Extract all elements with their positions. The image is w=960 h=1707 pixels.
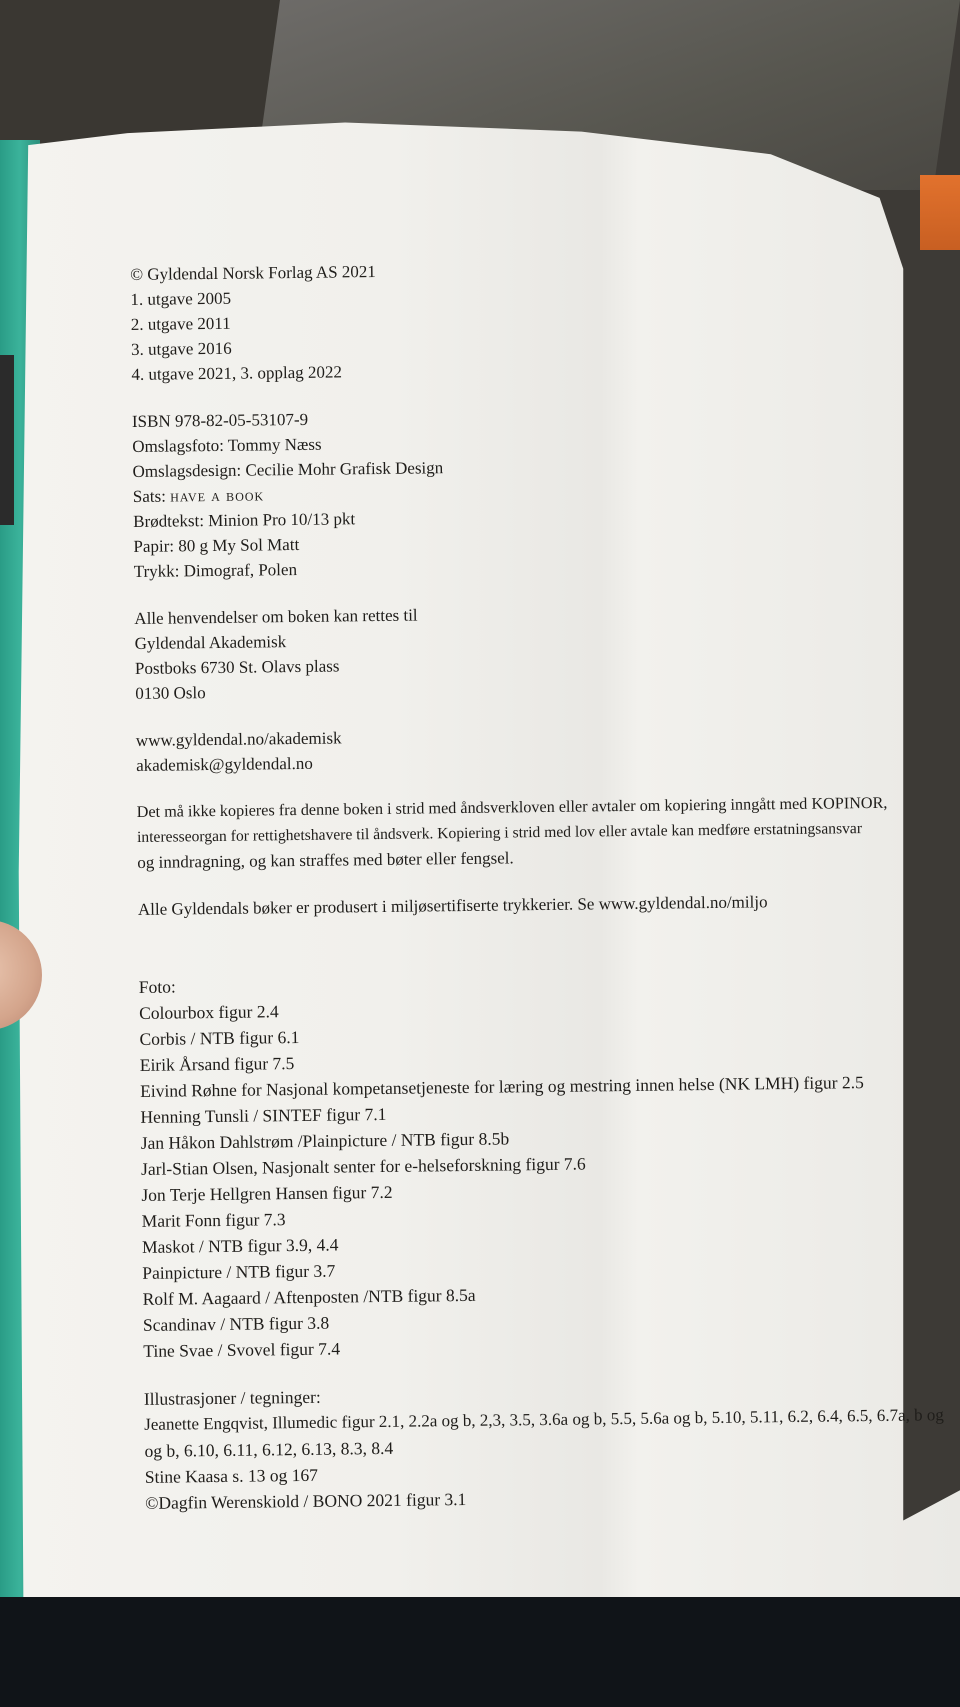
book-spine-dark-band: [0, 355, 14, 525]
copyright-line: © Gyldendal Norsk Forlag AS 2021: [130, 261, 376, 284]
edition-line: 4. utgave 2021, 3. opplag 2022: [131, 362, 343, 384]
contact-postbox: Postboks 6730 St. Olavs plass: [134, 656, 340, 678]
photo-credit-item: Corbis / NTB figur 6.1: [139, 1026, 300, 1049]
legal-line: interesseorgan for rettighetshavere til åndsverk. Kopiering i strid med lov eller avtale kan medføre erstatningsansvar: [136, 820, 863, 846]
background-dark-floor: [0, 1597, 960, 1707]
contact-name: Gyldendal Akademisk: [134, 632, 287, 653]
cover-photo-credit: Omslagsfoto: Tommy Næss: [132, 434, 322, 456]
production-block: [132, 399, 960, 584]
photo-credit-item: Eirik Årsand figur 7.5: [139, 1053, 295, 1075]
website: www.gyldendal.no/akademisk: [135, 728, 342, 750]
photo-credit-item: Tine Svae / Svovel figur 7.4: [143, 1338, 341, 1361]
photo-credit-item: Rolf M. Aagaard / Aftenposten /NTB figur 8.5a: [142, 1284, 476, 1309]
photo-credits-heading: Foto:: [138, 976, 176, 997]
illustration-credits-heading: Illustrasjoner / tegninger:: [143, 1386, 321, 1409]
paper-spec: Papir: 80 g My Sol Matt: [133, 534, 300, 556]
printer: Trykk: Dimograf, Polen: [133, 559, 298, 581]
photo-credit-item: Maskot / NTB figur 3.9, 4.4: [141, 1234, 339, 1257]
contact-city: 0130 Oslo: [135, 683, 206, 703]
photo-credit-item: Jon Terje Hellgren Hansen figur 7.2: [141, 1181, 393, 1205]
environment-notice: [138, 887, 960, 922]
body-text-font: Brødtekst: Minion Pro 10/13 pkt: [133, 509, 356, 531]
copyright-block: [130, 252, 960, 387]
photo-credit-item: Painpicture / NTB figur 3.7: [142, 1260, 336, 1283]
typesetting-label: Sats:: [132, 486, 171, 506]
environment-line: Alle Gyldendals bøker er produsert i miljøsertifiserte trykkerier. Se www.gyldendal.no/miljo: [137, 892, 768, 919]
contact-address-block: [134, 596, 960, 706]
legal-line: Det må ikke kopieres fra denne boken i strid med åndsverkloven eller avtaler om kopiering inngått med KOPINOR,: [136, 793, 888, 821]
photo-credit-item: Marit Fonn figur 7.3: [141, 1209, 286, 1231]
contact-online-block: [136, 718, 960, 778]
orange-book-edge: [920, 175, 960, 250]
edition-line: 2. utgave 2011: [130, 313, 231, 334]
email: akademisk@gyldendal.no: [136, 753, 313, 775]
contact-intro: Alle henvendelser om boken kan rettes til: [134, 605, 418, 628]
photo-credit-item: Scandinav / NTB figur 3.8: [142, 1312, 330, 1335]
photo-credits: [139, 964, 960, 1364]
illustration-credits: [144, 1376, 960, 1516]
edition-line: 1. utgave 2005: [130, 288, 232, 309]
illustration-credit-item: og b, 6.10, 6.11, 6.12, 6.13, 8.3, 8.4: [144, 1437, 394, 1461]
illustration-credit-item: ©Dagfin Werenskiold / BONO 2021 figur 3.1: [145, 1488, 467, 1513]
edition-line: 3. utgave 2016: [130, 338, 232, 359]
cover-design-credit: Omslagsdesign: Cecilie Mohr Grafisk Design: [132, 458, 444, 481]
illustration-credit-item: Stine Kaasa s. 13 og 167: [144, 1464, 318, 1487]
photo-credit-item: Eivind Røhne for Nasjonal kompetansetjeneste for læring og mestring innen helse (NK LMH) figur 2.5: [140, 1072, 864, 1101]
illustration-credit-item: Jeanette Engqvist, Illumedic figur 2.1, 2.2a og b, 2,3, 3.5, 3.6a og b, 5.5, 5.6a og b, 5.10, 5.11, 6.2, 6.4, 6.5, 6.7a, b og: [144, 1405, 944, 1434]
typesetting-value: have a book: [170, 485, 265, 506]
isbn: ISBN 978-82-05-53107-9: [131, 409, 309, 431]
photo-credit-item: Jarl-Stian Olsen, Nasjonalt senter for e-helseforskning figur 7.6: [140, 1153, 586, 1179]
legal-line: og inndragning, og kan straffes med bøter eller fengsel.: [137, 848, 514, 872]
legal-notice: [137, 790, 960, 875]
photo-credit-item: Colourbox figur 2.4: [139, 1001, 279, 1023]
colophon-text: [130, 252, 960, 1538]
photo-credit-item: Henning Tunsli / SINTEF figur 7.1: [140, 1103, 387, 1127]
photo-credit-item: Jan Håkon Dahlstrøm /Plainpicture / NTB figur 8.5b: [140, 1128, 510, 1153]
